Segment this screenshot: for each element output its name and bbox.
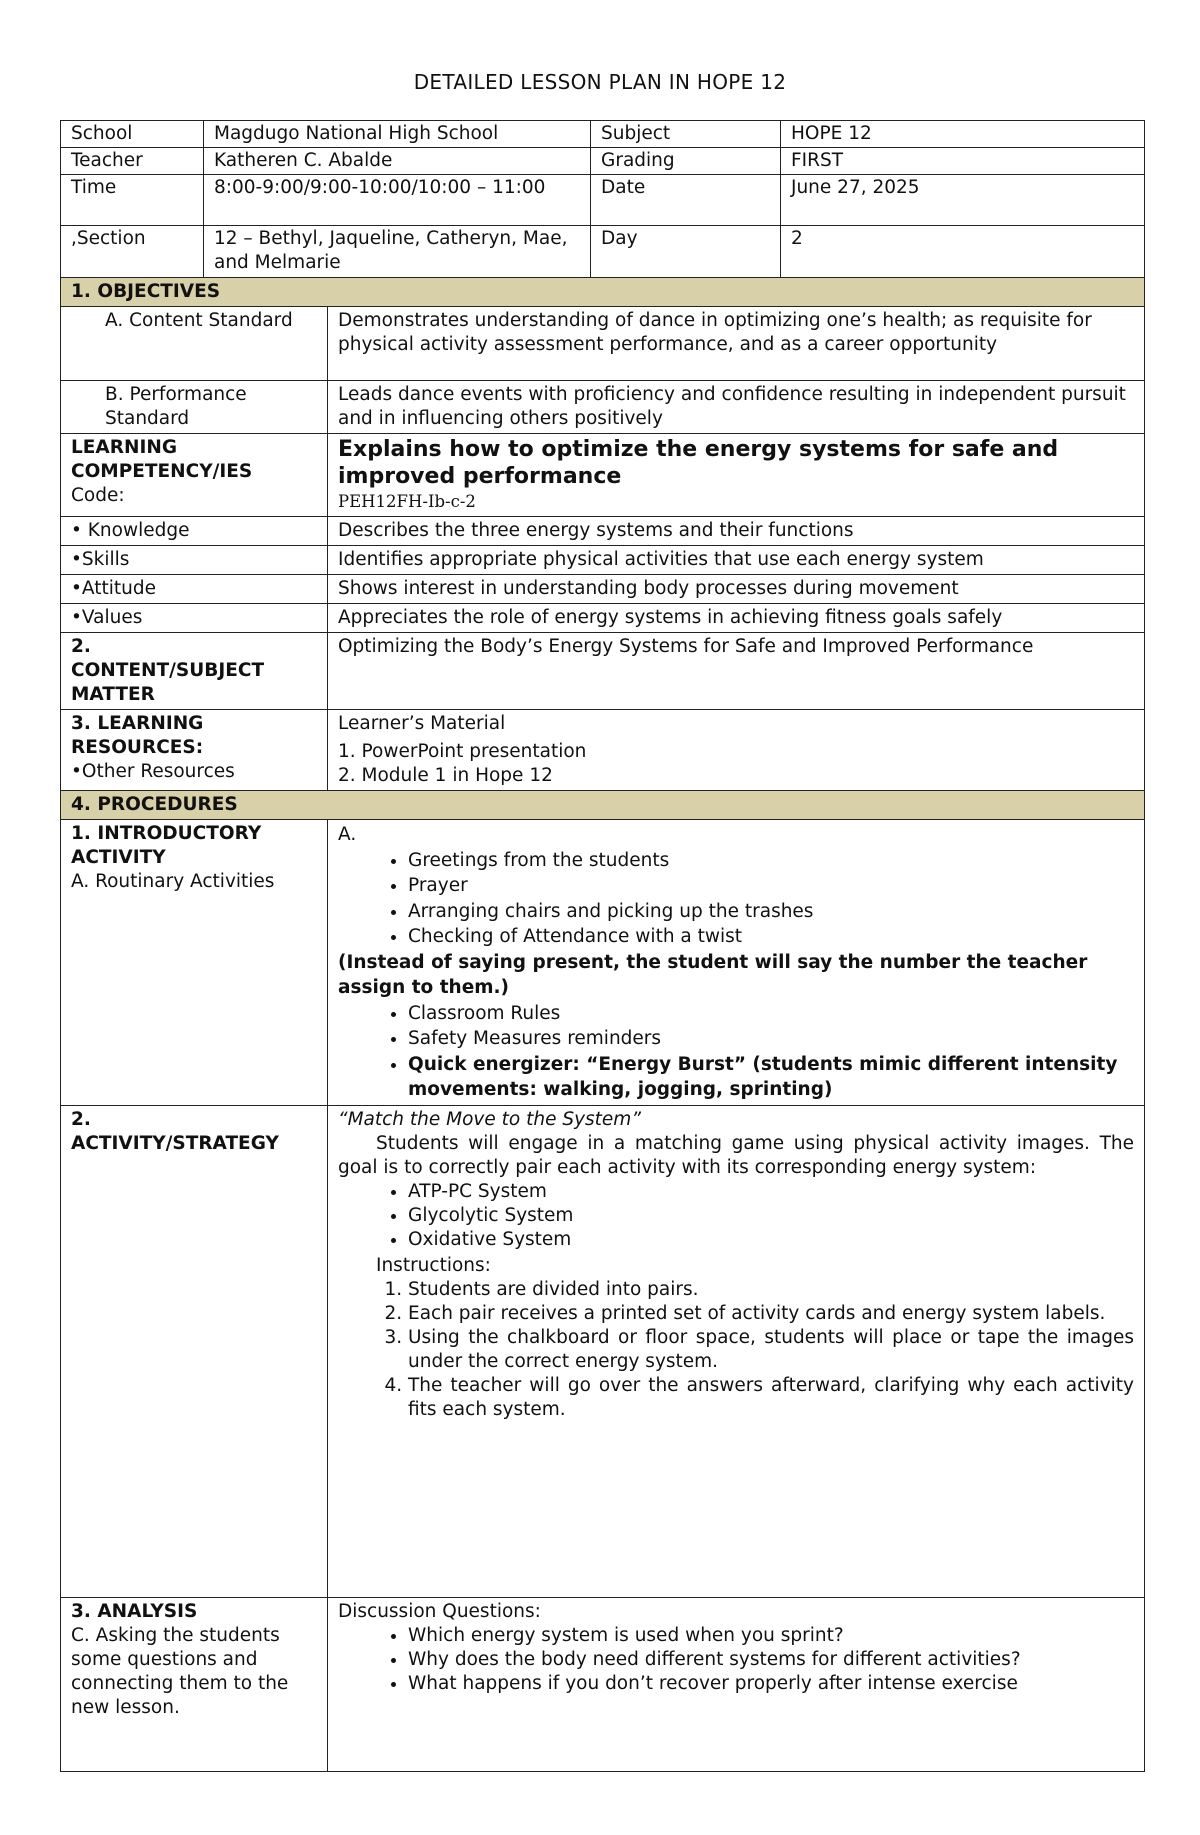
intro-cell xyxy=(328,820,1145,1106)
values-label: •Values xyxy=(61,604,328,633)
skills-label: •Skills xyxy=(61,546,328,575)
activity-title: “Match the Move to the System” xyxy=(338,1108,641,1130)
intro-sub-label: A. Routinary Activities xyxy=(71,871,275,892)
objectives-heading: 1. OBJECTIVES xyxy=(61,278,1145,307)
grading-value: FIRST xyxy=(781,148,1145,175)
date-value: June 27, 2025 xyxy=(781,175,1145,226)
analysis-sub-label: C. Asking the students some questions and connecting them to the new lesson. xyxy=(71,1624,289,1718)
performance-standard-value: Leads dance events with proficiency and confidence resulting in independent pursuit and in influencing others positively xyxy=(328,381,1145,434)
instructions-list xyxy=(338,1278,1134,1422)
grading-label: Grading xyxy=(591,148,781,175)
performance-standard-label: B. Performance Standard xyxy=(61,381,328,434)
list-item: • Greetings from the students xyxy=(408,848,1134,874)
competency-value: Explains how to optimize the energy systems for safe and improved performance xyxy=(338,437,1059,489)
analysis-cell xyxy=(328,1597,1145,1771)
other-resources-label: •Other Resources xyxy=(71,761,235,782)
section-value: 12 – Bethyl, Jaqueline, Catheryn, Mae, and Melmarie xyxy=(204,226,591,278)
intro-list xyxy=(338,848,1134,950)
list-item: • Why does the body need different systems for different activities? xyxy=(408,1648,1134,1672)
intro-label: 1. INTRODUCTORY ACTIVITY xyxy=(71,823,262,868)
subject-label: Subject xyxy=(591,121,781,148)
discussion-label: Discussion Questions: xyxy=(338,1600,541,1622)
teacher-label: Teacher xyxy=(61,148,204,175)
list-item: • Which energy system is used when you sprint? xyxy=(408,1624,1134,1648)
content-standard-label: A. Content Standard xyxy=(61,307,328,381)
competency-label-cell xyxy=(61,434,328,517)
content-label-num: 2. xyxy=(71,636,91,657)
day-label: Day xyxy=(591,226,781,278)
content-label-cell xyxy=(61,633,328,710)
code-label: Code: xyxy=(71,485,125,506)
list-item: 3. Using the chalkboard or floor space, students will place or tape the images under the correct energy system. xyxy=(408,1326,1134,1374)
energizer-item: • Quick energizer: “Energy Burst” (students mimic different intensity movements: walking, jogging, sprinting) xyxy=(408,1052,1134,1103)
resource-item: 1. PowerPoint presentation xyxy=(338,741,587,762)
day-value: 2 xyxy=(781,226,1145,278)
list-item: 1. Students are divided into pairs. xyxy=(408,1278,1134,1302)
content-standard-value: Demonstrates understanding of dance in optimizing one’s health; as requisite for physical activity assessment performance, and as a career opportunity xyxy=(328,307,1145,381)
activity-label-cell xyxy=(61,1105,328,1597)
resources-cell xyxy=(328,710,1145,791)
list-item: • What happens if you don’t recover properly after intense exercise xyxy=(408,1672,1134,1696)
analysis-label: 3. ANALYSIS xyxy=(71,1600,198,1622)
time-value: 8:00-9:00/9:00-10:00/10:00 – 11:00 xyxy=(204,175,591,226)
procedures-heading: 4. PROCEDURES xyxy=(61,791,1145,820)
list-item: 4. The teacher will go over the answers afterward, clarifying why each activity fits each system. xyxy=(408,1374,1134,1422)
resources-label-cell xyxy=(61,710,328,791)
date-label: Date xyxy=(591,175,781,226)
school-value: Magdugo National High School xyxy=(204,121,591,148)
content-label: CONTENT/SUBJECT MATTER xyxy=(71,660,265,705)
section-label: ,Section xyxy=(61,226,204,278)
analysis-label-cell xyxy=(61,1597,328,1771)
list-item: • Arranging chairs and picking up the trashes xyxy=(408,899,1134,925)
lesson-table xyxy=(60,277,1145,1772)
list-item: 2. Each pair receives a printed set of activity cards and energy system labels. xyxy=(408,1302,1134,1326)
list-item: • Glycolytic System xyxy=(408,1204,1134,1228)
activity-label: ACTIVITY/STRATEGY xyxy=(71,1132,279,1154)
skills-value: Identifies appropriate physical activities that use each energy system xyxy=(328,546,1145,575)
intro-note: (Instead of saying present, the student will say the number the teacher assign to them.) xyxy=(338,951,1088,998)
instructions-label: Instructions: xyxy=(376,1254,491,1276)
questions-list xyxy=(338,1624,1134,1696)
header-table xyxy=(60,120,1145,278)
resources-label: 3. LEARNING RESOURCES: xyxy=(71,713,204,758)
school-label: School xyxy=(61,121,204,148)
list-item: • Classroom Rules xyxy=(408,1001,1134,1027)
list-item: • Prayer xyxy=(408,873,1134,899)
activity-cell xyxy=(328,1105,1145,1597)
systems-list xyxy=(338,1180,1134,1252)
resource-item: 2. Module 1 in Hope 12 xyxy=(338,765,553,786)
knowledge-value: Describes the three energy systems and their functions xyxy=(328,517,1145,546)
content-value: Optimizing the Body’s Energy Systems for Safe and Improved Performance xyxy=(328,633,1145,710)
intro-label-cell xyxy=(61,820,328,1106)
attitude-value: Shows interest in understanding body processes during movement xyxy=(328,575,1145,604)
page-title: DETAILED LESSON PLAN IN HOPE 12 xyxy=(413,70,787,94)
competency-code: PEH12FH-Ib-c-2 xyxy=(338,492,476,511)
values-value: Appreciates the role of energy systems in achieving fitness goals safely xyxy=(328,604,1145,633)
time-label: Time xyxy=(61,175,204,226)
competency-cell xyxy=(328,434,1145,517)
teacher-value: Katheren C. Abalde xyxy=(204,148,591,175)
subject-value: HOPE 12 xyxy=(781,121,1145,148)
list-item: • Checking of Attendance with a twist xyxy=(408,924,1134,950)
knowledge-label: • Knowledge xyxy=(61,517,328,546)
competency-label: LEARNING COMPETENCY/IES xyxy=(71,437,253,482)
list-item: • Oxidative System xyxy=(408,1228,1134,1252)
activity-label-num: 2. xyxy=(71,1108,91,1130)
activity-description: Students will engage in a matching game using physical activity images. The goal is to correctly pair each activity with its corresponding energy system: xyxy=(338,1132,1134,1178)
learners-material: Learner’s Material xyxy=(338,713,506,734)
intro-list-2 xyxy=(338,1001,1134,1103)
attitude-label: •Attitude xyxy=(61,575,328,604)
list-item: • ATP-PC System xyxy=(408,1180,1134,1204)
list-item: • Safety Measures reminders xyxy=(408,1026,1134,1052)
intro-letter: A. xyxy=(338,824,357,845)
